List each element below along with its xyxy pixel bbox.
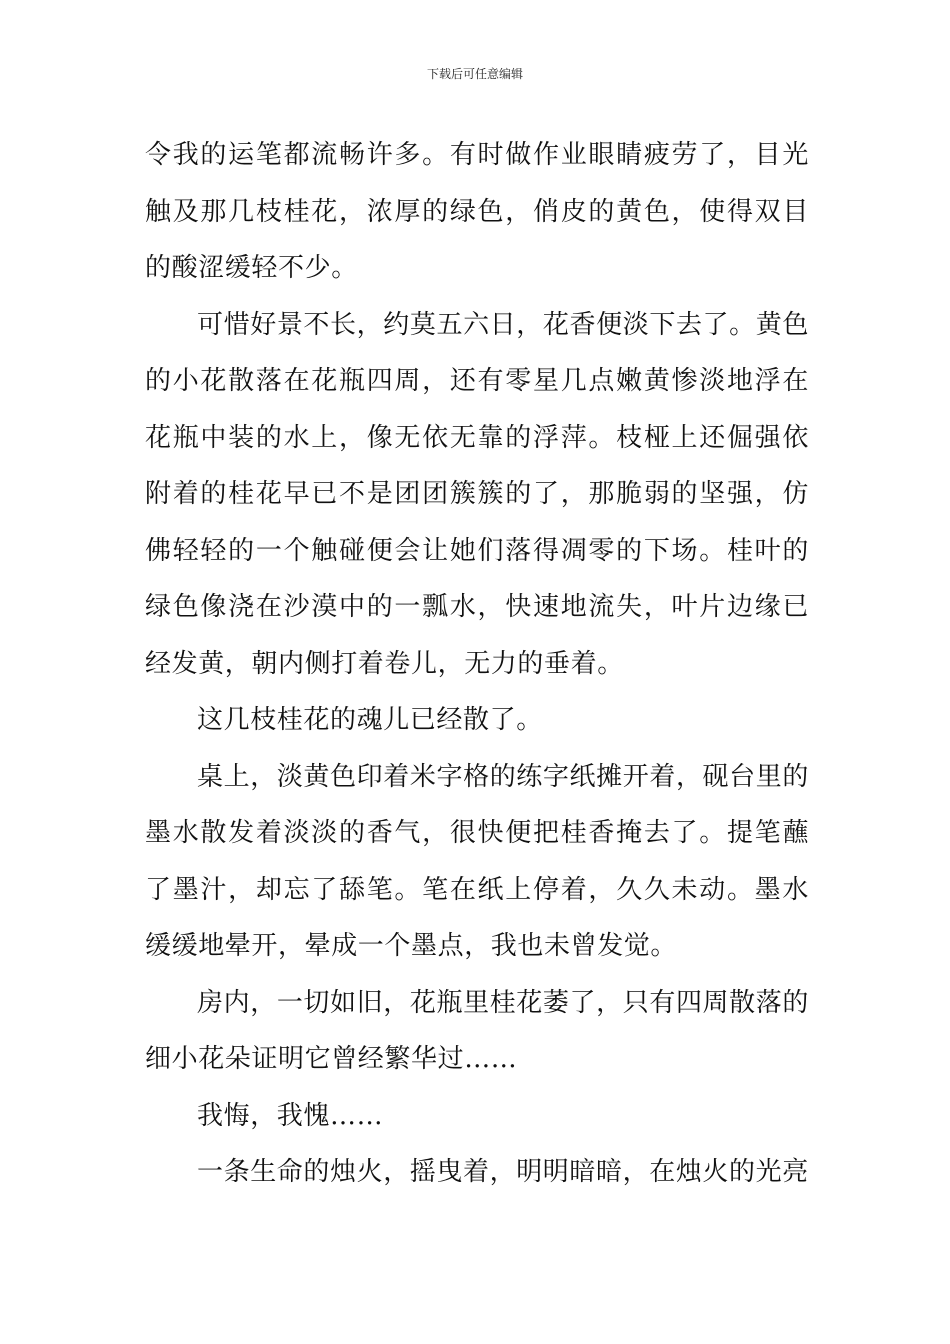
paragraph: 房内，一切如旧，花瓶里桂花萎了，只有四周散落的细小花朵证明它曾经繁华过…… bbox=[145, 987, 809, 1074]
paragraph: 可惜好景不长，约莫五六日，花香便淡下去了。黄色的小花散落在花瓶四周，还有零星几点嫩黄惨淡地浮在花瓶中装的水上，像无依无靠的浮萍。枝桠上还倔强依附着的桂花早已不是团团簇簇的了，那脆弱的坚强，仿佛轻轻的一个触碰便会让她们落得凋零的下场。桂叶的绿色像浇在沙漠中的一瓢水，快速地流失，叶片边缘已经发黄，朝内侧打着卷儿，无力的垂着。 bbox=[145, 309, 809, 679]
paragraph: 我悔，我愧…… bbox=[197, 1100, 384, 1131]
paragraph: 一条生命的烛火，摇曳着，明明暗暗，在烛火的光亮 bbox=[197, 1157, 809, 1187]
paragraph: 这几枝桂花的魂儿已经散了。 bbox=[197, 705, 543, 735]
document-body bbox=[145, 127, 809, 1201]
paragraph: 桌上，淡黄色印着米字格的练字纸摊开着，砚台里的墨水散发着淡淡的香气，很快便把桂香掩去了。提笔蘸了墨汁，却忘了舔笔。笔在纸上停着，久久未动。墨水缓缓地晕开，晕成一个墨点，我也未曾发觉。 bbox=[145, 761, 809, 961]
page-header: 下载后可任意编辑 bbox=[426, 67, 523, 81]
paragraph: 令我的运笔都流畅许多。有时做作业眼睛疲劳了，目光触及那几枝桂花，浓厚的绿色，俏皮的黄色，使得双目的酸涩缓轻不少。 bbox=[145, 140, 809, 283]
